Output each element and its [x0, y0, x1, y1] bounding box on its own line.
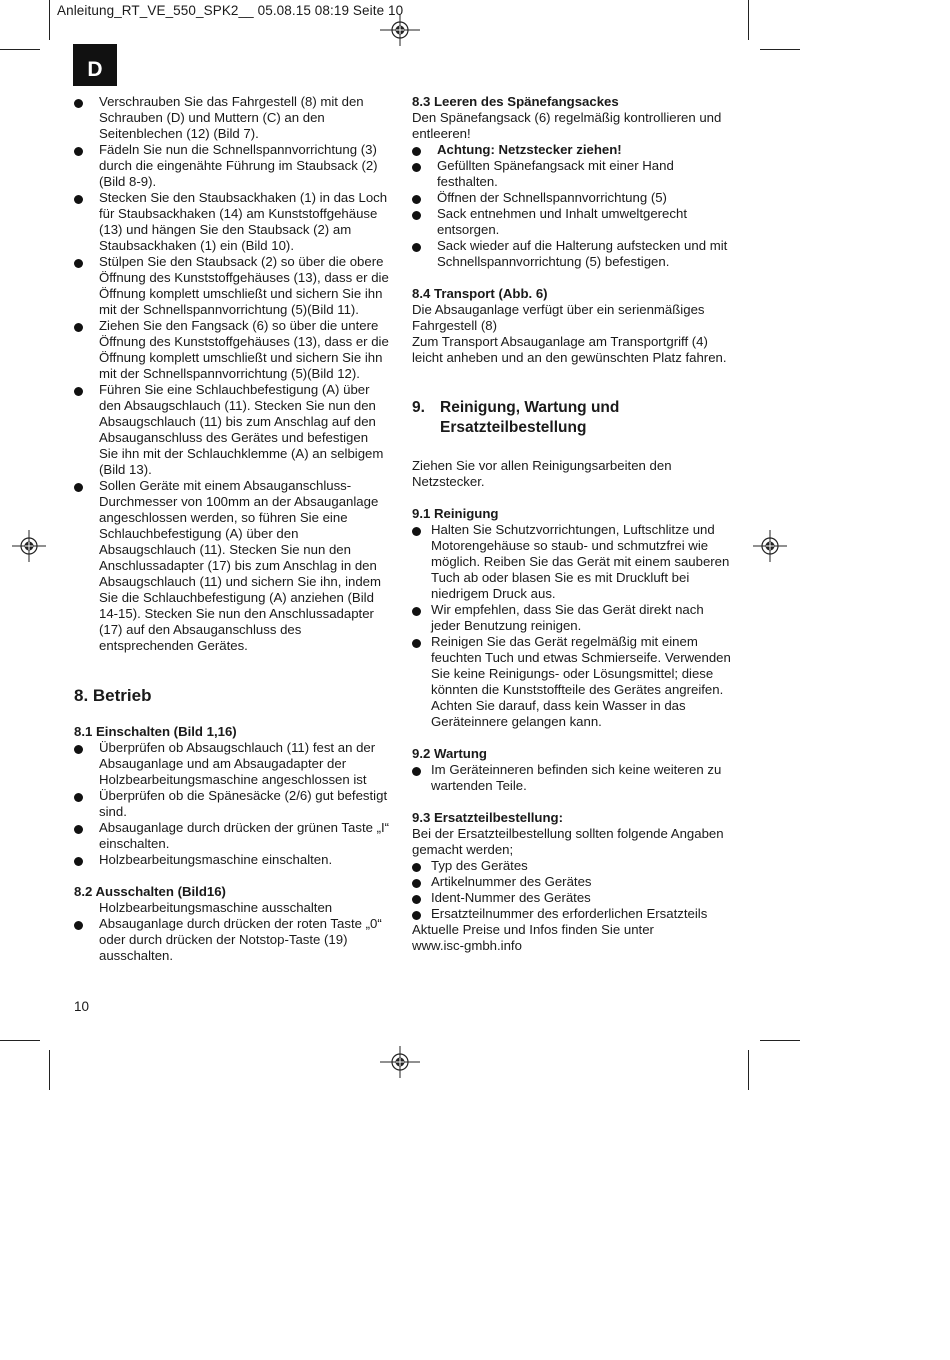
section-9-title: Reinigung, Wartung und Ersatzteilbestellung [440, 399, 620, 436]
bullet-icon [74, 857, 83, 866]
list-item: Absauganlage durch drücken der grünen Taste „I“ einschalten. [74, 820, 390, 852]
bullet-icon [412, 767, 421, 776]
parts-order-list [412, 858, 734, 922]
section-8-3-heading: 8.3 Leeren des Spänefangsackes [412, 94, 619, 109]
left-column [74, 94, 390, 964]
bullet-icon [412, 211, 421, 220]
section-8-4-heading: 8.4 Transport (Abb. 6) [412, 286, 548, 301]
section-9-number: 9. [412, 399, 425, 416]
parts-order-intro: Bei der Ersatzteilbestellung sollten folgende Angaben gemacht werden; [412, 826, 724, 857]
section-8-heading: 8. Betrieb [74, 686, 152, 705]
list-item: Holzbearbeitungsmaschine einschalten. [74, 852, 390, 868]
list-item [412, 142, 734, 158]
bullet-icon [412, 639, 421, 648]
list-item: Sack entnehmen und Inhalt umweltgerecht entsorgen. [412, 206, 734, 238]
section-9-1-heading: 9.1 Reinigung [412, 506, 499, 521]
crop-mark-top-left-h [0, 49, 40, 50]
bullet-icon [412, 195, 421, 204]
crop-mark-bottom-right-v [748, 1050, 749, 1090]
list-item: Halten Sie Schutzvorrichtungen, Luftschlitze und Motorengehäuse so staub- und schmutzfrei wie möglich. Reiben Sie das Gerät mit einem sauberen Tuch ab oder blasen Sie es mit Druckluft bei niedrigem Druck aus. [412, 522, 734, 602]
cleaning-list [412, 522, 734, 730]
registration-mark-left-icon [12, 530, 46, 562]
bullet-icon [74, 825, 83, 834]
bullet-icon [74, 793, 83, 802]
list-item: Reinigen Sie das Gerät regelmäßig mit einem feuchten Tuch und etwas Schmierseife. Verwenden Sie keine Reinigungs- oder Lösungsmittel; diese könnten die Kunststoffteile des Gerätes angreifen. Achten Sie darauf, dass kein Wasser in das Geräteinnere gelangen kann. [412, 634, 734, 730]
emptying-list [412, 142, 734, 270]
crop-mark-bottom-left-h [0, 1040, 40, 1041]
list-item: Wir empfehlen, dass Sie das Gerät direkt nach jeder Benutzung reinigen. [412, 602, 734, 634]
list-item: Überprüfen ob die Spänesäcke (2/6) gut befestigt sind. [74, 788, 390, 820]
list-item: Gefüllten Spänefangsack mit einer Hand festhalten. [412, 158, 734, 190]
bullet-icon [412, 607, 421, 616]
list-item: Ident-Nummer des Gerätes [412, 890, 734, 906]
bullet-icon [412, 895, 421, 904]
registration-mark-top-icon [380, 14, 420, 46]
list-item: Ersatzteilnummer des erforderlichen Ersatzteils [412, 906, 734, 922]
section-9-2-heading: 9.2 Wartung [412, 746, 487, 761]
transport-paragraph-2: Zum Transport Absauganlage am Transportgriff (4) leicht anheben und an den gewünschten Platz fahren. [412, 334, 727, 365]
list-item: Im Geräteinneren befinden sich keine weiteren zu wartenden Teile. [412, 762, 734, 794]
bullet-icon [74, 147, 83, 156]
bullet-icon [412, 911, 421, 920]
list-item: Typ des Gerätes [412, 858, 734, 874]
language-badge-label: D [87, 58, 103, 81]
switch-off-list [74, 916, 390, 964]
section-9-3-heading: 9.3 Ersatzteilbestellung: [412, 810, 563, 825]
bullet-icon [74, 99, 83, 108]
crop-mark-top-right-v [748, 0, 749, 40]
crop-mark-top-left-v [49, 0, 50, 40]
section-8-3-intro: Den Spänefangsack (6) regelmäßig kontrollieren und entleeren! [412, 110, 722, 141]
bullet-icon [412, 527, 421, 536]
section-8-1-heading: 8.1 Einschalten (Bild 1,16) [74, 724, 237, 739]
list-item: Absauganlage durch drücken der roten Taste „0“ oder durch drücken der Notstop-Taste (19) ausschalten. [74, 916, 390, 964]
bullet-icon [412, 147, 421, 156]
list-item: Artikelnummer des Gerätes [412, 874, 734, 890]
registration-mark-right-icon [753, 530, 787, 562]
list-item: Sollen Geräte mit einem Absauganschluss-Durchmesser von 100mm an der Absauganlage angeschlossen werden, so führen Sie eine Schlauchbefestigung (A) über den Absaugschlauch (11). Stecken Sie nun den Anschlussadapter (17) bis zum Anschlag in den Absaugschlauch (11) und sichern Sie ihn, indem Sie die Schlauchbefestigung (A) anziehen (Bild 14-15). Stecken Sie nun den Anschlussadapter (17) auf den Absauganschluss des entsprechenden Gerätes. [74, 478, 390, 654]
section-8-2-heading: 8.2 Ausschalten (Bild16) [74, 884, 226, 899]
list-item: Stülpen Sie den Staubsack (2) so über die obere Öffnung des Kunststoffgehäuses (13), dass er die Öffnung komplett umschließt und sichern Sie ihn mit der Schnellspannvorrichtung (5)(Bild 11). [74, 254, 390, 318]
maintenance-list [412, 762, 734, 794]
website-link[interactable]: www.isc-gmbh.info [412, 938, 522, 953]
assembly-steps-list [74, 94, 390, 654]
crop-mark-top-right-h [760, 49, 800, 50]
list-item: Überprüfen ob Absaugschlauch (11) fest an der Absauganlage und am Absaugadapter der Holzbearbeitungsmaschine angeschlossen ist [74, 740, 390, 788]
bullet-icon [74, 323, 83, 332]
crop-mark-bottom-left-v [49, 1050, 50, 1090]
warning-text: Achtung: Netzstecker ziehen! [437, 142, 622, 157]
bullet-icon [74, 921, 83, 930]
list-item: Führen Sie eine Schlauchbefestigung (A) über den Absaugschlauch (11). Stecken Sie nun den Absaugschlauch (11) bis zum Anschlag auf den Absauganschluss des Gerätes und befestigen Sie ihn mit der Schlauchklemme (A) an selbigem (Bild 13). [74, 382, 390, 478]
transport-paragraph-1: Die Absauganlage verfügt über ein serienmäßiges Fahrgestell (8) [412, 302, 705, 333]
bullet-icon [74, 483, 83, 492]
list-item: Sack wieder auf die Halterung aufstecken und mit Schnellspannvorrichtung (5) befestigen. [412, 238, 734, 270]
registration-mark-bottom-icon [380, 1046, 420, 1078]
crop-mark-bottom-right-h [760, 1040, 800, 1041]
section-9-heading [412, 398, 734, 438]
bullet-icon [412, 163, 421, 172]
bullet-icon [74, 259, 83, 268]
list-item: Stecken Sie den Staubsackhaken (1) in das Loch für Staubsackhaken (14) am Kunststoffgehäuse (13) und hängen Sie den Staubsack (2) am Staubsackhaken (1) ein (Bild 10). [74, 190, 390, 254]
bullet-icon [74, 387, 83, 396]
list-item: Fädeln Sie nun die Schnellspannvorrichtung (3) durch die eingenähte Führung im Staubsack (2) (Bild 8-9). [74, 142, 390, 190]
parts-order-outro: Aktuelle Preise und Infos finden Sie unter [412, 922, 654, 937]
bullet-icon [74, 745, 83, 754]
right-column [412, 94, 734, 954]
bullet-icon [412, 243, 421, 252]
list-item: Verschrauben Sie das Fahrgestell (8) mit den Schrauben (D) und Muttern (C) an den Seitenblechen (12) (Bild 7). [74, 94, 390, 142]
section-9-intro: Ziehen Sie vor allen Reinigungsarbeiten den Netzstecker. [412, 458, 672, 489]
bullet-icon [74, 195, 83, 204]
language-badge [73, 44, 117, 86]
switch-off-line: Holzbearbeitungsmaschine ausschalten [99, 900, 333, 915]
bullet-icon [412, 863, 421, 872]
print-header: Anleitung_RT_VE_550_SPK2__ 05.08.15 08:19 Seite 10 [57, 3, 404, 18]
list-item: Ziehen Sie den Fangsack (6) so über die untere Öffnung des Kunststoffgehäuses (13), dass er die Öffnung komplett umschließt und sichern Sie ihn mit der Schnellspannvorrichtung (5)(Bild 12). [74, 318, 390, 382]
list-item: Öffnen der Schnellspannvorrichtung (5) [412, 190, 734, 206]
page-number: 10 [74, 999, 90, 1014]
bullet-icon [412, 879, 421, 888]
switch-on-list [74, 740, 390, 868]
